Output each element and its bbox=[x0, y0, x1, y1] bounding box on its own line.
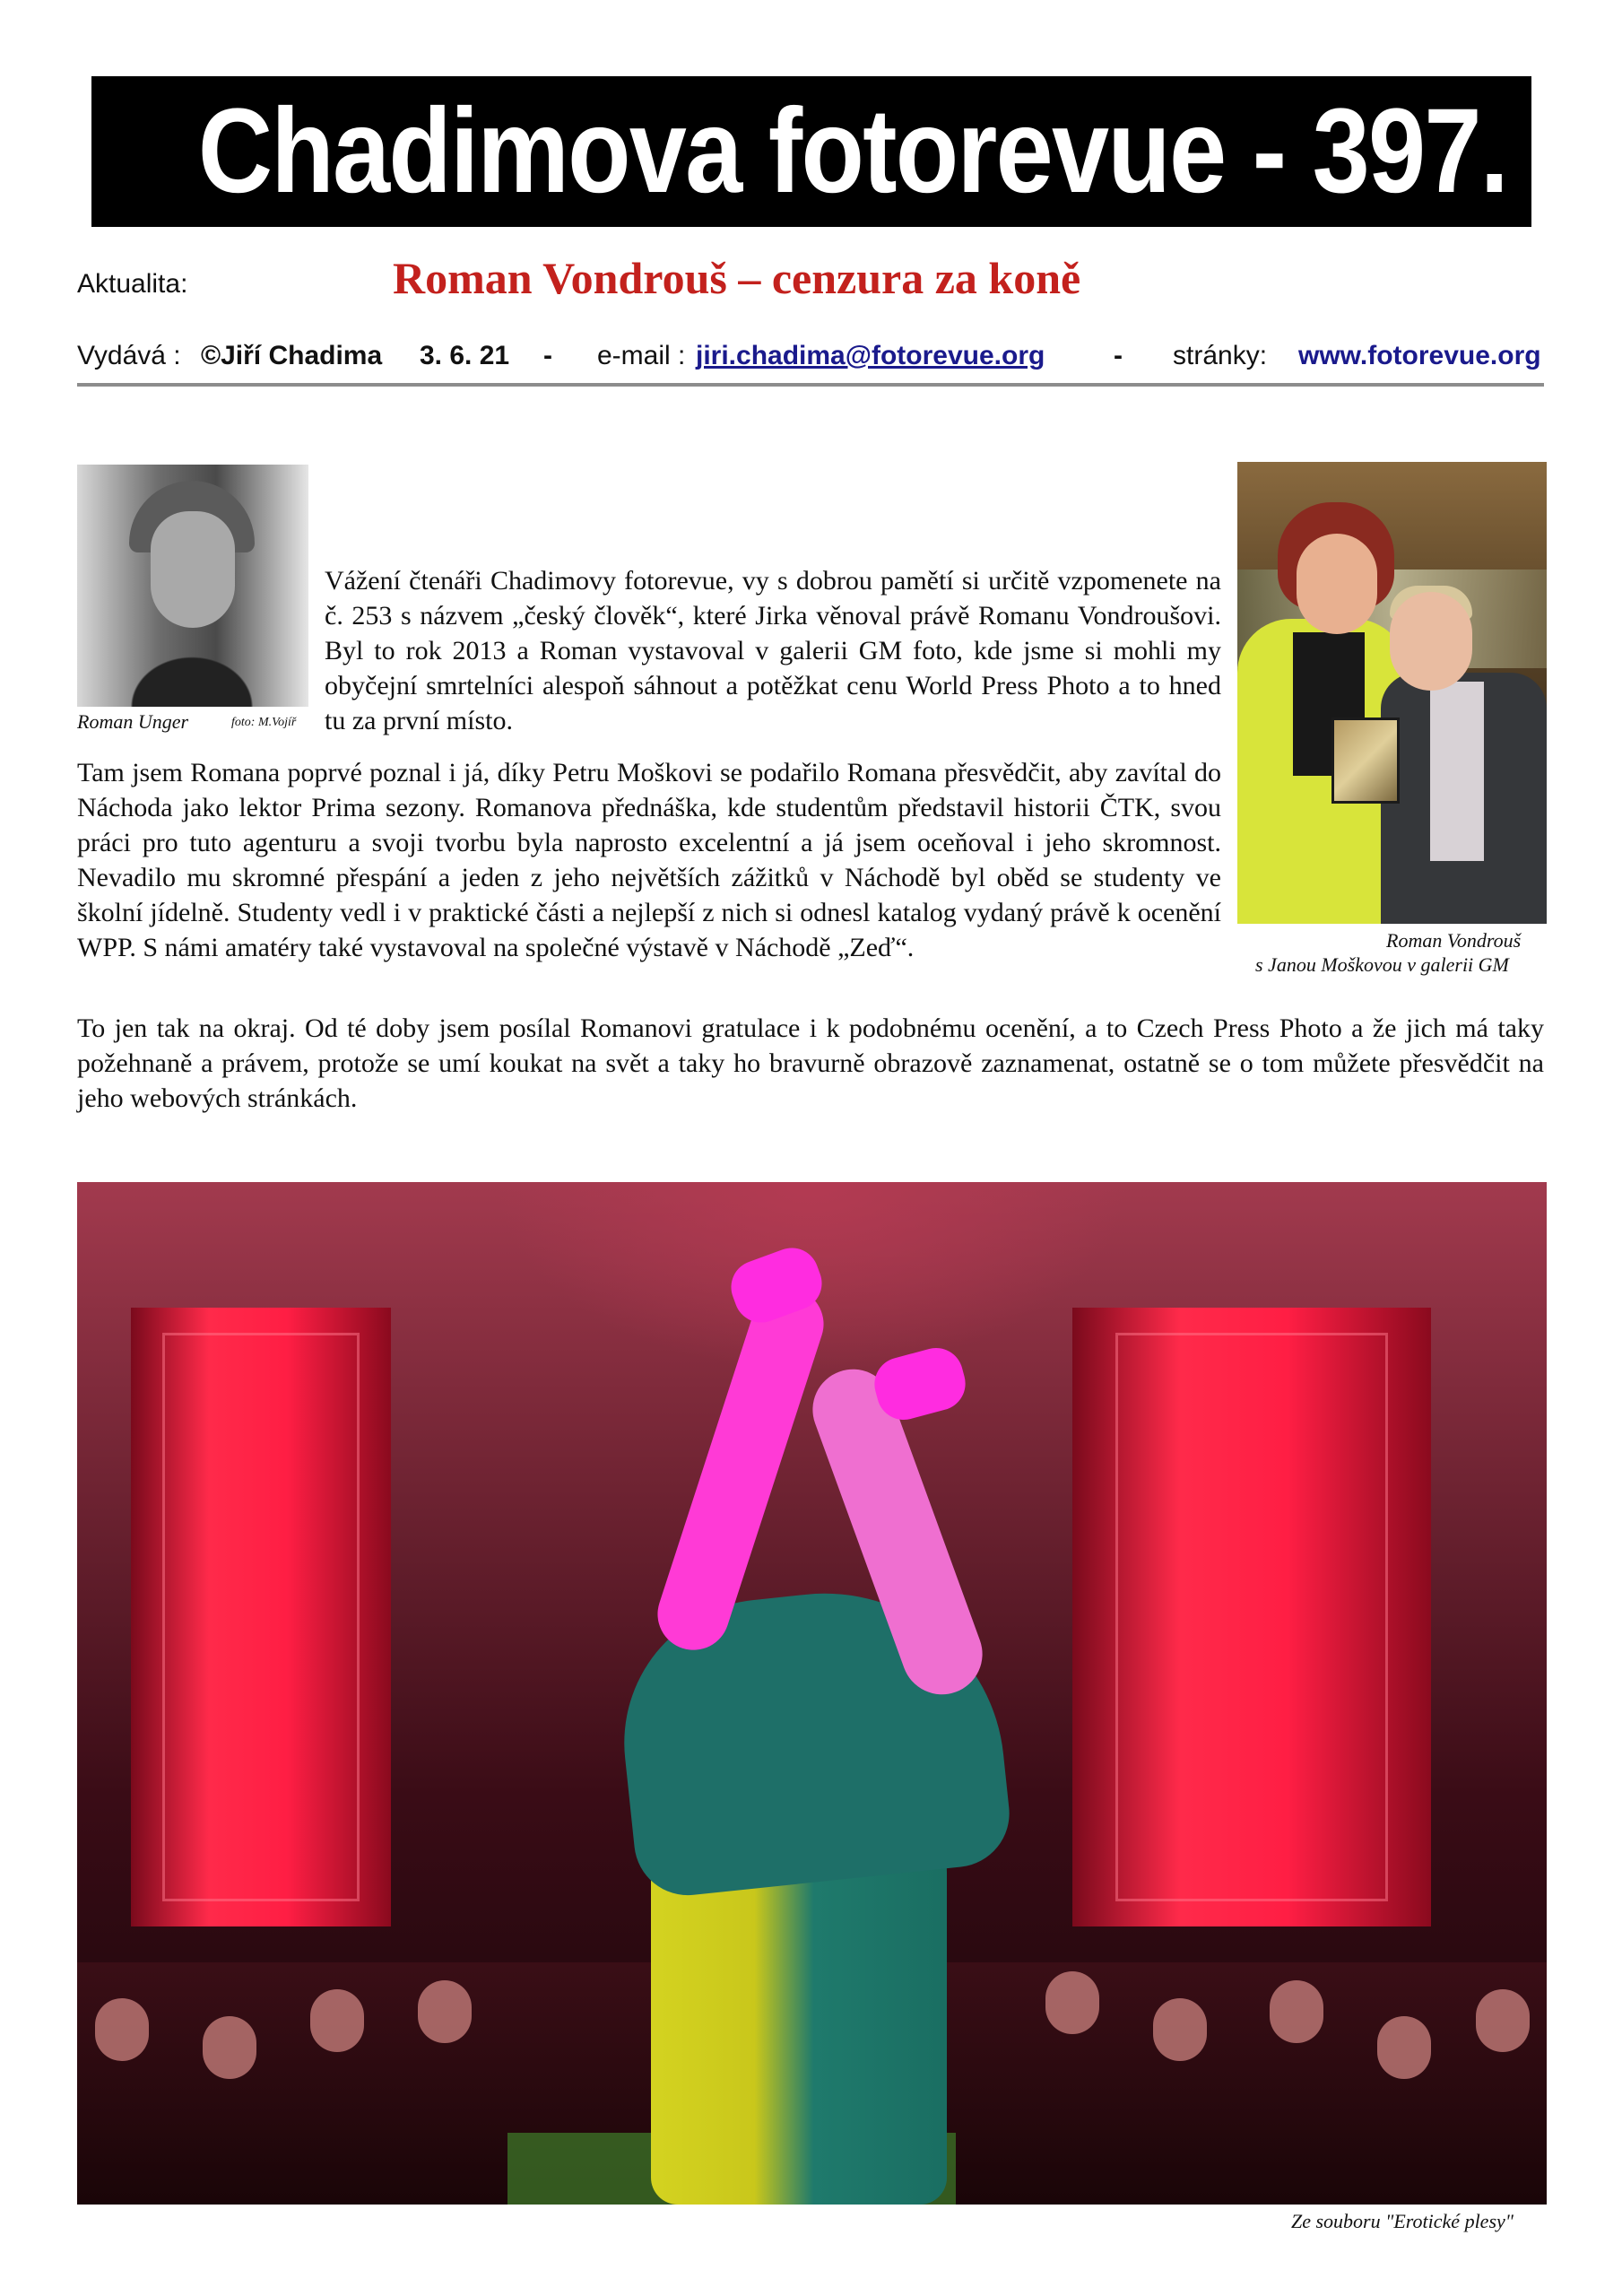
separator: - bbox=[543, 341, 552, 370]
website-label: stránky: bbox=[1173, 341, 1268, 370]
article-paragraph-1: Vážení čtenáři Chadimovy fotorevue, vy s dobrou pamětí si určitě vzpomenete na č. 253 s názvem „český člověk“, které Jirka věnoval právě Romanu Vondroušovi. Byl to rok 2013 a Roman vystavoval v galerii GM foto, kde jsme si mohli my obyčejní smrtelníci alespoň sáhnout a potěžkat cenu World Press Photo a to hned tu za první místo. bbox=[325, 566, 1221, 735]
separator: - bbox=[1114, 341, 1123, 370]
award-plaque bbox=[1331, 718, 1400, 804]
publisher-name: ©Jiří Chadima bbox=[201, 341, 383, 370]
stage-performance-photo bbox=[77, 1182, 1547, 2205]
portrait-photo-roman-unger bbox=[77, 465, 308, 707]
photo-caption: Ze souboru "Erotické plesy" bbox=[1291, 2210, 1514, 2232]
publication-info-line bbox=[77, 341, 1544, 377]
publisher-label: Vydává : bbox=[77, 341, 181, 370]
photo-caption-line-1: Roman Vondrouš bbox=[1386, 929, 1522, 952]
photo-credit: foto: M.Vojíř bbox=[231, 716, 297, 729]
issue-date: 3. 6. 21 bbox=[420, 341, 510, 370]
header-divider bbox=[77, 383, 1544, 387]
masthead-title: Chadimova fotorevue - 397. bbox=[197, 84, 1508, 218]
red-curtain bbox=[1072, 1308, 1431, 1926]
article-paragraph-3: To jen tak na okraj. Od té doby jsem posílal Romanovi gratulace i k podobnému ocenění, a to Czech Press Photo a že jich má taky požehnaně a právem, protože se umí koukat na svět a taky ho bravurně obrazově zaznamenat, ostatně se o tom můžete přesvědčit na jeho webových stránkách. bbox=[77, 1013, 1544, 1113]
email-label: e-mail : bbox=[597, 341, 686, 370]
section-label: Aktualita: bbox=[77, 269, 188, 299]
email-link[interactable]: jiri.chadima@fotorevue.org bbox=[696, 341, 1045, 370]
photo-caption: Roman Unger bbox=[77, 710, 189, 733]
photo-caption-line-2: s Janou Moškovou v galerii GM bbox=[1255, 953, 1509, 976]
article-paragraph-2: Tam jsem Romana poprvé poznal i já, díky Petru Moškovi se podařilo Romana přesvědčit, aby zavítal do Náchoda jako lektor Prima sezony. Romanova přednáška, kde studentům představil historii ČTK, svou práci pro tuto agenturu a svoji tvorbu byla naprosto excelentní a já jsem oceňoval i jeho skromnost. Nevadilo mu skromné přespání a jeden z jeho největších zážitků v Náchodě byl oběd se studenty ve školní jídelně. Studenty vedl i v praktické části a nejlepší z nich si odnesl katalog vydaný právě k ocenění WPP. S námi amatéry také vystavoval na společné výstavě v Náchodě „Zeď“. bbox=[77, 758, 1221, 962]
website-link[interactable]: www.fotorevue.org bbox=[1298, 341, 1541, 370]
masthead-title-bar bbox=[91, 76, 1531, 227]
photo-roman-vondrous-with-jana-moskova bbox=[1237, 462, 1547, 924]
article-headline: Roman Vondrouš – cenzura za koně bbox=[393, 253, 1081, 303]
red-curtain bbox=[131, 1308, 391, 1926]
